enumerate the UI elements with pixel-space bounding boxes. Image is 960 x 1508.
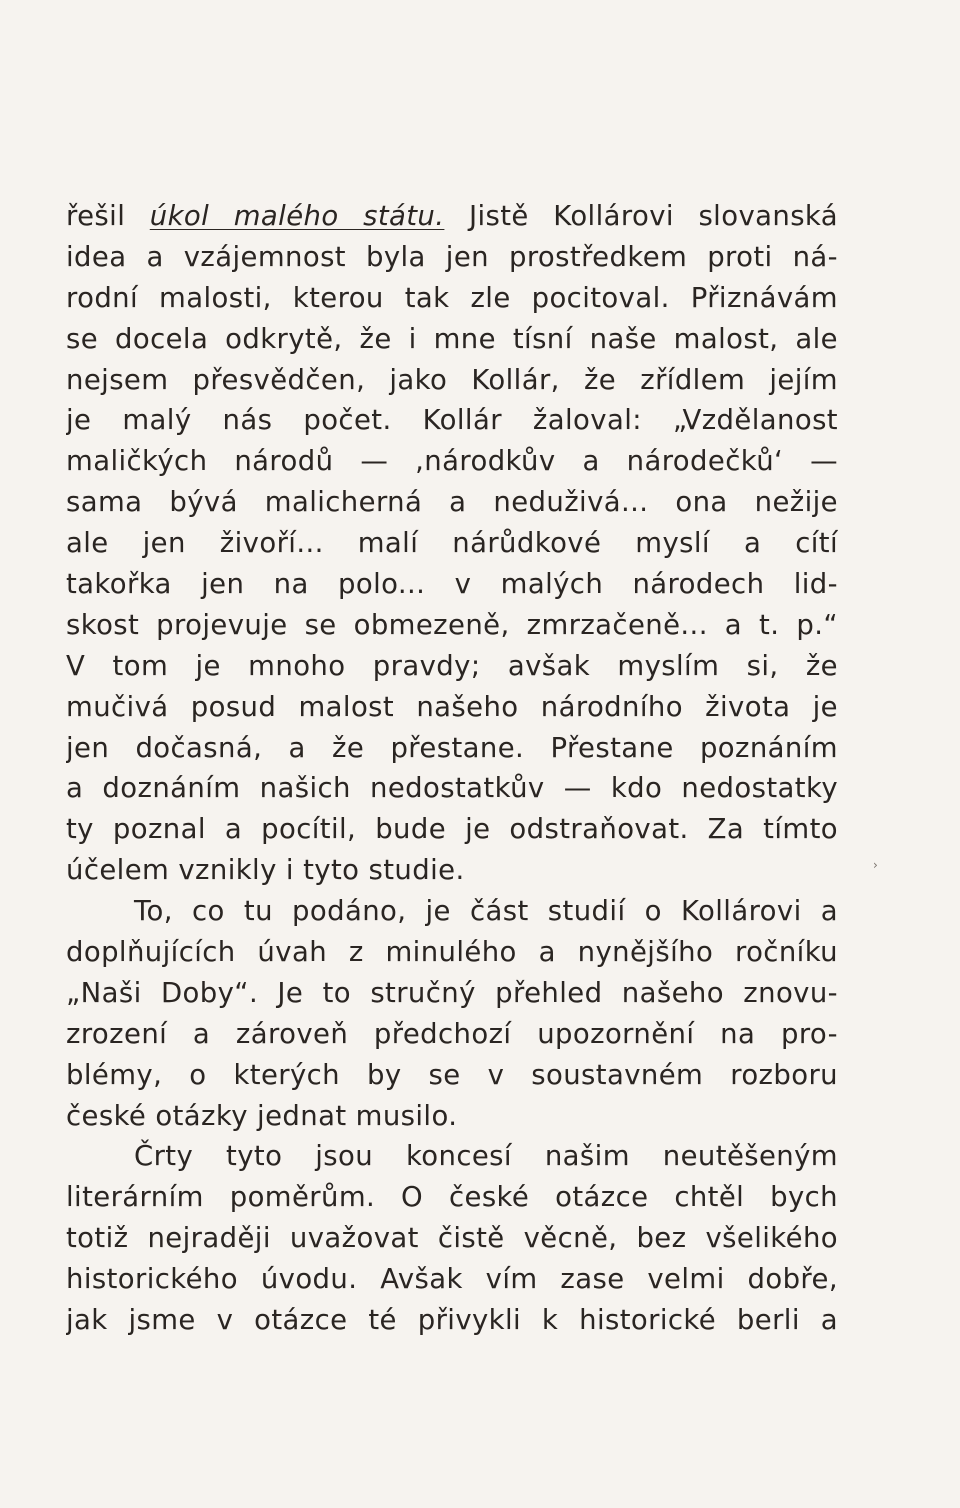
text-line-14: jen dočasná, a že přestane. Přestane poznáním <box>66 731 838 764</box>
text-line-21: zrození a zároveň předchozí upozornění na pro- <box>66 1017 838 1050</box>
text-line-10: takořka jen na polo... v malých národech lid- <box>66 568 838 601</box>
text-line-11: skost projevuje se obmezeně, zmrzačeně... a t. p.“ <box>66 608 838 641</box>
text-line-1 <box>66 196 838 237</box>
text-line-17: účelem vznikly i tyto studie. <box>66 854 465 887</box>
text-line-2: idea a vzájemnost byla jen prostředkem proti ná- <box>66 240 838 273</box>
text-line-28: jak jsme v otázce té přivykli k historické berli a <box>66 1304 838 1337</box>
text-line-24: Črty tyto jsou koncesí našim neutěšeným <box>134 1140 838 1173</box>
text-line-25: literárním poměrům. O české otázce chtěl bych <box>66 1181 838 1214</box>
body-text <box>66 196 838 1341</box>
text-line-26: totiž nejraději uvažovat čistě věcně, bez všelikého <box>66 1222 838 1255</box>
text-line-8: sama bývá malicherná a neduživá... ona nežije <box>66 486 838 519</box>
text-line-9: ale jen živoří... malí nárůdkové myslí a cítí <box>66 527 838 560</box>
text-line-12: V tom je mnoho pravdy; avšak myslím si, že <box>66 649 838 682</box>
text-line-15: a doznáním našich nedostatkův — kdo nedostatky <box>66 772 838 805</box>
text-line-18: To, co tu podáno, je část studií o Kollárovi a <box>134 895 838 928</box>
ink-speck: › <box>873 858 878 872</box>
text-line-19: doplňujících úvah z minulého a nynějšího ročníku <box>66 936 838 969</box>
text-line-13: mučivá posud malost našeho národního života je <box>66 690 838 723</box>
text-line-1-start: řešil <box>66 200 150 232</box>
text-line-22: blémy, o kterých by se v soustavném rozboru <box>66 1058 838 1091</box>
text-line-20: „Naši Doby“. Je to stručný přehled našeho znovu- <box>66 976 838 1009</box>
text-line-27: historického úvodu. Avšak vím zase velmi dobře, <box>66 1263 838 1296</box>
text-line-7: maličkých národů — ,národkův a národečků‘ — <box>66 445 838 478</box>
text-line-3: rodní malosti, kterou tak zle pocitoval. Přiznávám <box>66 281 838 314</box>
text-line-23: české otázky jednat musilo. <box>66 1099 458 1132</box>
text-line-16: ty poznal a pocítil, bude je odstraňovat. Za tímto <box>66 813 838 846</box>
text-line-6: je malý nás počet. Kollár žaloval: „Vzdělanost <box>66 404 838 437</box>
text-line-4: se docela odkrytě, že i mne tísní naše malost, ale <box>66 322 838 355</box>
text-line-1-end: Jistě Kollárovi slovanská <box>444 200 838 232</box>
emphasized-phrase: úkol malého státu. <box>149 200 445 232</box>
text-line-5: nejsem přesvědčen, jako Kollár, že zřídlem jejím <box>66 363 838 396</box>
